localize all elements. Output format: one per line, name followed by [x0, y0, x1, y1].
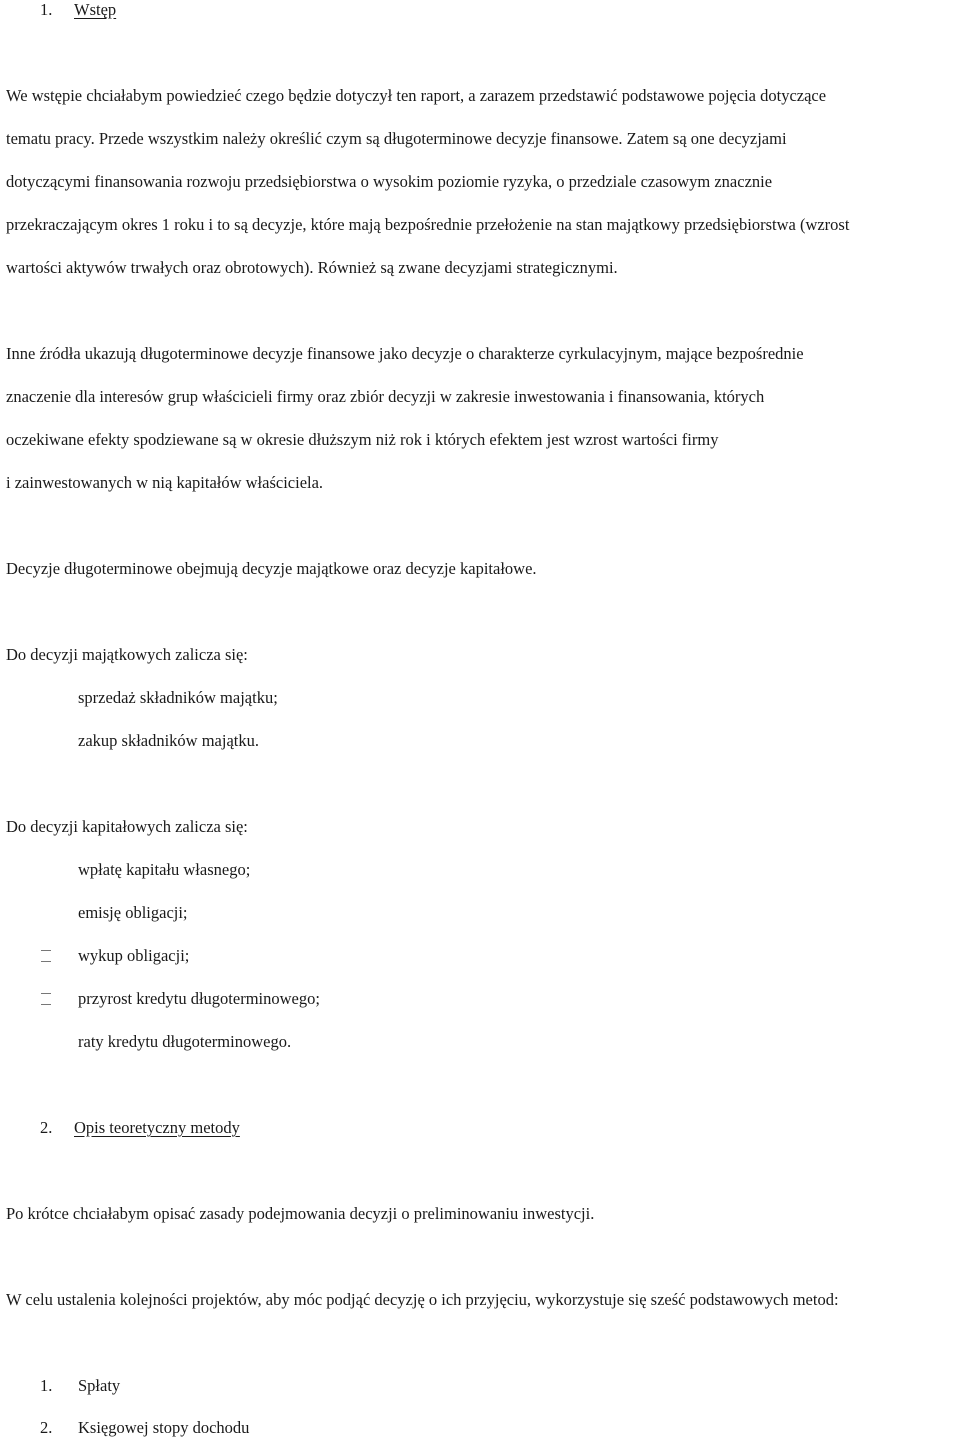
list-heading: Do decyzji majątkowych zalicza się:: [6, 645, 248, 664]
list-item: raty kredytu długoterminowego.: [78, 1032, 292, 1051]
paragraph-line: dotyczącymi finansowania rozwoju przedsiębiorstwa o wysokim poziomie ryzyka, o przedziale czasowym znacznie: [6, 172, 773, 191]
paragraph-line: We wstępie chciałabym powiedzieć czego będzie dotyczył ten raport, a zarazem przedstawić podstawowe pojęcia dotyczące: [6, 86, 827, 105]
list-item: wpłatę kapitału własnego;: [78, 860, 251, 879]
paragraph-line: przekraczającym okres 1 roku i to są decyzje, które mają bezpośrednie przełożenie na stan majątkowy przedsiębiorstwa (wzrost: [6, 215, 850, 234]
paragraph-line: Decyzje długoterminowe obejmują decyzje majątkowe oraz decyzje kapitałowe.: [6, 559, 537, 578]
section-title: Opis teoretyczny metody: [74, 1118, 240, 1137]
bullet-marker: [41, 993, 51, 1005]
list-item: wykup obligacji;: [78, 946, 190, 965]
paragraph-line: Po krótce chciałabym opisać zasady podejmowania decyzji o preliminowaniu inwestycji.: [6, 1204, 595, 1223]
section-number: 1.: [40, 0, 53, 19]
section-number: 2.: [40, 1118, 53, 1137]
paragraph-line: wartości aktywów trwałych oraz obrotowych). Również są zwane decyzjami strategicznymi.: [6, 258, 618, 277]
list-item: Księgowej stopy dochodu: [78, 1418, 250, 1437]
list-item: przyrost kredytu długoterminowego;: [78, 989, 320, 1008]
list-item: sprzedaż składników majątku;: [78, 688, 278, 707]
list-number: 2.: [40, 1418, 53, 1437]
paragraph-line: oczekiwane efekty spodziewane są w okresie dłuższym niż rok i których efektem jest wzrost wartości firmy: [6, 430, 719, 449]
list-heading: Do decyzji kapitałowych zalicza się:: [6, 817, 248, 836]
list-item: emisję obligacji;: [78, 903, 188, 922]
list-item: zakup składników majątku.: [78, 731, 260, 750]
list-item: Spłaty: [78, 1376, 121, 1395]
list-number: 1.: [40, 1376, 53, 1395]
paragraph-line: tematu pracy. Przede wszystkim należy określić czym są długoterminowe decyzje finansowe. Zatem są one decyzjami: [6, 129, 787, 148]
paragraph-line: Inne źródła ukazują długoterminowe decyzje finansowe jako decyzje o charakterze cyrkulacyjnym, mające bezpośrednie: [6, 344, 804, 363]
section-title: Wstęp: [74, 0, 117, 19]
paragraph-line: znaczenie dla interesów grup właścicieli firmy oraz zbiór decyzji w zakresie inwestowania i finansowania, których: [6, 387, 765, 406]
paragraph-line: W celu ustalenia kolejności projektów, aby móc podjąć decyzję o ich przyjęciu, wykorzystuje się sześć podstawowych metod:: [6, 1290, 839, 1309]
paragraph-line: i zainwestowanych w nią kapitałów właściciela.: [6, 473, 324, 492]
bullet-marker: [41, 950, 51, 962]
